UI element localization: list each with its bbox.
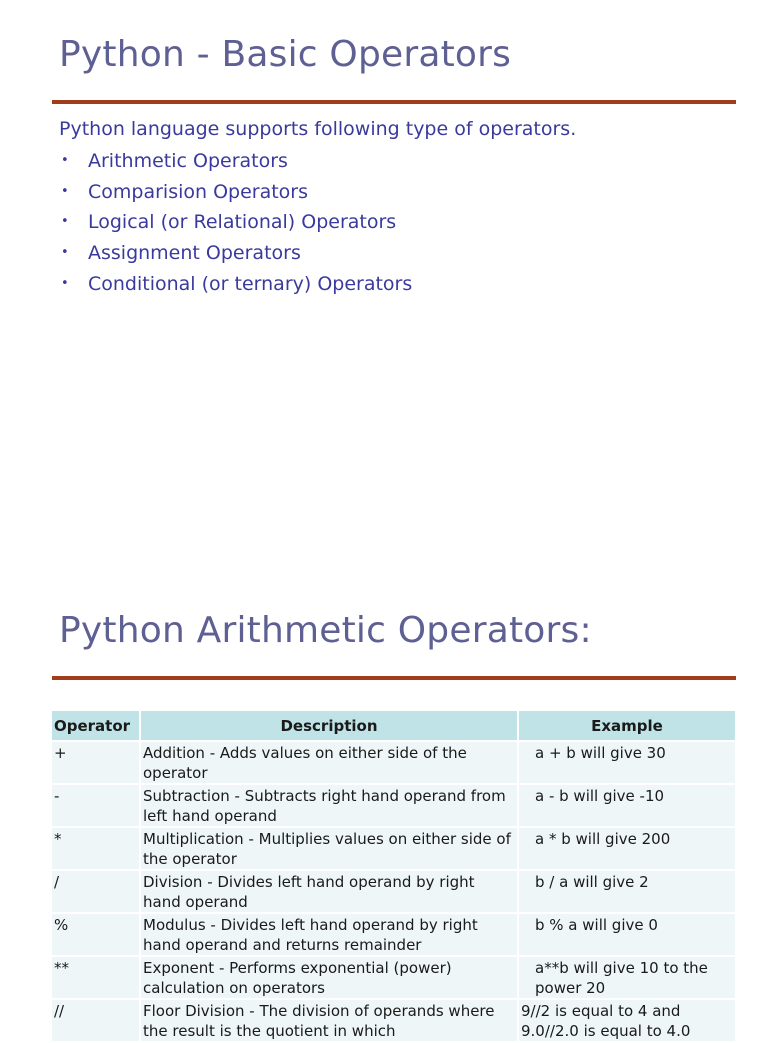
slide-title: Python - Basic Operators [59,34,512,75]
title-divider [52,676,736,680]
operator-cell: // [52,999,140,1042]
description-cell: Subtraction - Subtracts right hand operand from left hand operand [140,784,518,827]
table-row [52,827,736,870]
bullet-icon: • [61,153,69,168]
title-divider [52,100,736,104]
intro-text: Python language supports following type of operators. [59,118,577,140]
operator-cell: ** [52,956,140,999]
description-cell: Modulus - Divides left hand operand by right hand operand and returns remainder [140,913,518,956]
example-cell: a + b will give 30 [518,741,736,784]
list-item: • Assignment Operators [59,238,412,269]
operator-cell: * [52,827,140,870]
table-header-row [52,711,736,741]
table-row [52,956,736,999]
description-cell: Multiplication - Multiplies values on either side of the operator [140,827,518,870]
bullet-icon: • [61,214,69,230]
operator-cell: - [52,784,140,827]
table-row [52,913,736,956]
bullet-icon: • [61,275,69,291]
example-cell: a - b will give -10 [518,784,736,827]
bullet-icon: • [61,183,69,199]
list-item: • Logical (or Relational) Operators [59,207,412,238]
arithmetic-operators-table [52,711,737,1043]
table-row [52,784,736,827]
example-cell: b / a will give 2 [518,870,736,913]
column-header-operator: Operator [52,711,140,741]
list-item: • Conditional (or ternary) Operators [59,269,412,300]
example-cell: b % a will give 0 [518,913,736,956]
operator-cell: % [52,913,140,956]
example-cell: 9//2 is equal to 4 and 9.0//2.0 is equal to 4.0 [518,999,736,1042]
description-cell: Division - Divides left hand operand by right hand operand [140,870,518,913]
column-header-example: Example [518,711,736,741]
description-cell: Addition - Adds values on either side of the operator [140,741,518,784]
bullet-icon: • [61,245,69,261]
slide-arithmetic-operators [0,576,768,1040]
slide-title: Python Arithmetic Operators: [59,610,592,651]
list-item: • Arithmetic Operators [59,146,412,177]
operator-cell: + [52,741,140,784]
example-cell: a * b will give 200 [518,827,736,870]
description-cell: Floor Division - The division of operands where the result is the quotient in which [140,999,518,1042]
example-cell: a**b will give 10 to the power 20 [518,956,736,999]
operator-cell: / [52,870,140,913]
description-cell: Exponent - Performs exponential (power) calculation on operators [140,956,518,999]
column-header-description: Description [140,711,518,741]
table-row [52,999,736,1042]
list-item: • Comparision Operators [59,177,412,208]
operator-type-list [59,146,412,299]
table-row [52,741,736,784]
table-row [52,870,736,913]
